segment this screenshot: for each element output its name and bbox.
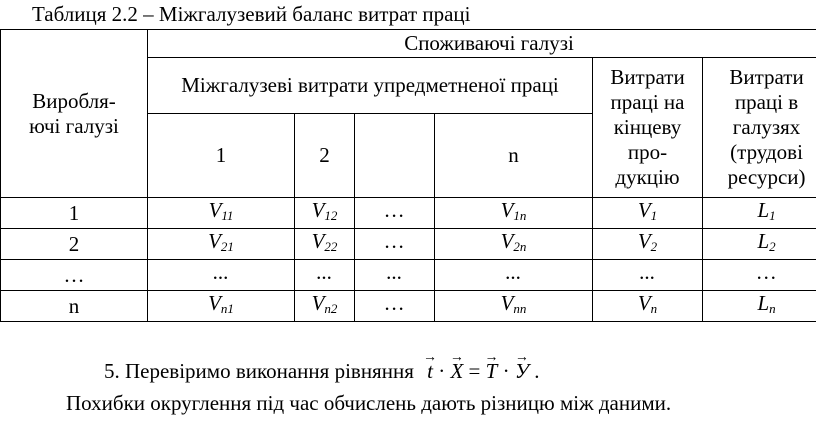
- dot-operator: ·: [502, 359, 510, 383]
- vector-t: → t: [427, 358, 433, 384]
- table-cell: $L_1$: [703, 198, 816, 229]
- table-cell: …: [355, 291, 435, 322]
- vector-t-capital: → T: [486, 358, 498, 384]
- table-cell: $V_2$: [593, 229, 703, 260]
- producing-industries-header: Виробля- ючі галузі: [1, 30, 148, 198]
- table-caption: Таблиця 2.2 – Міжгалузевий баланс витрат праці: [32, 2, 471, 26]
- intersectoral-costs-header: Міжгалузеві витрати упредметненої праці: [148, 58, 593, 114]
- final-product-costs-header: Витрати праці на кінцеву про- дукцію: [593, 58, 703, 198]
- row-label: 1: [1, 198, 148, 229]
- table-row: [1, 198, 816, 229]
- table-cell: $V_{1n}$: [435, 198, 593, 229]
- table-cell: …: [703, 260, 816, 291]
- step-text: 5. Перевіримо виконання рівняння: [104, 359, 414, 383]
- table-row: [1, 291, 816, 322]
- labor-balance-table: [0, 29, 816, 322]
- column-number-1: 1: [148, 114, 295, 198]
- period: .: [534, 359, 540, 383]
- table-cell: $V_{n2}$: [295, 291, 355, 322]
- dot-operator: ·: [438, 359, 446, 383]
- table-cell: $V_1$: [593, 198, 703, 229]
- table-cell: ...: [435, 260, 593, 291]
- table-row: [1, 260, 816, 291]
- labor-resources-header: Витрати праці в галузях (трудові ресурси): [703, 58, 816, 198]
- vector-equation: [427, 359, 539, 383]
- table-cell: $V_{21}$: [148, 229, 295, 260]
- table-cell: ...: [148, 260, 295, 291]
- equals-sign: =: [468, 359, 481, 383]
- table-cell: ...: [593, 260, 703, 291]
- table-cell: $V_{11}$: [148, 198, 295, 229]
- vector-u: → У: [515, 358, 529, 384]
- vector-x: → X: [450, 358, 463, 384]
- table-cell: $V_{nn}$: [435, 291, 593, 322]
- table-cell: …: [355, 229, 435, 260]
- table-row: [1, 229, 816, 260]
- consuming-industries-header: Споживаючі галузі: [148, 30, 816, 58]
- table-cell: $V_{12}$: [295, 198, 355, 229]
- row-label: …: [1, 260, 148, 291]
- table-cell: $L_n$: [703, 291, 816, 322]
- table-cell: $V_{22}$: [295, 229, 355, 260]
- table-cell: $L_2$: [703, 229, 816, 260]
- equation-line: [104, 358, 539, 384]
- table-cell: $V_{n1}$: [148, 291, 295, 322]
- table-cell: …: [355, 198, 435, 229]
- column-number-2: 2: [295, 114, 355, 198]
- row-label: n: [1, 291, 148, 322]
- row-label: 2: [1, 229, 148, 260]
- column-number-n: n: [435, 114, 593, 198]
- table-cell: $V_{2n}$: [435, 229, 593, 260]
- table-cell: $V_n$: [593, 291, 703, 322]
- rounding-note: Похибки округлення під час обчислень дають різницю між даними.: [66, 391, 672, 415]
- table-cell: ...: [355, 260, 435, 291]
- column-number-blank: [355, 114, 435, 198]
- table-cell: ...: [295, 260, 355, 291]
